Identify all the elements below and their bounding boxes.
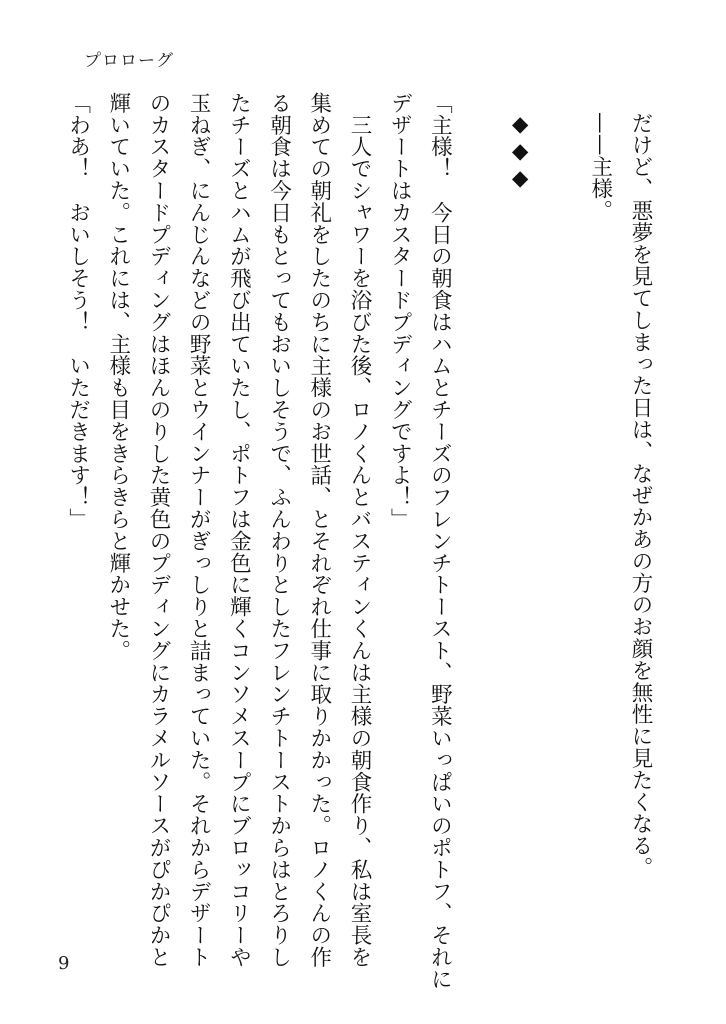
- text-line: 「わあ！ おいしそう！ いただきます！」: [65, 92, 91, 530]
- text-line: 玉ねぎ、にんじんなどの野菜とウインナーがぎっしりと詰まっていた。それからデザート: [186, 92, 212, 968]
- vertical-body-text: [65, 92, 660, 990]
- blank-line: [459, 92, 499, 952]
- text-line: ——主様。: [587, 112, 613, 222]
- text-line: 三人でシャワーを浴びた後、ロノくんとバスティンくんは主様の朝食作り、私は室長を: [346, 92, 372, 968]
- text-line: 「主様！ 今日の朝食はハムとチーズのフレンチトースト、野菜いっぱいのポトフ、それに: [427, 92, 453, 990]
- page-number: 9: [58, 953, 70, 974]
- text-line: デザートはカスタードプディングですよ！」: [387, 92, 413, 530]
- text-line: る朝食は今日もとってもおいしそうで、ふんわりとしたフレンチトーストからはとろりし: [266, 92, 292, 968]
- text-line: たチーズとハムが飛び出ていたし、ポトフは金色に輝くコンソメスープにブロッコリーや: [226, 92, 252, 968]
- text-line: 輝いていた。これには、主様も目をきらきらと輝かせた。: [105, 92, 131, 662]
- text-line: 集めての朝礼をしたのちに主様のお世話、とそれぞれ仕事に取りかかった。ロノくんの作: [306, 92, 332, 968]
- text-line: だけど、悪夢を見てしまった日は、なぜかあの方のお顔を無性に見たくなる。: [628, 112, 653, 879]
- running-header: プロローグ: [84, 51, 174, 71]
- section-separator: ◆◆◆: [507, 112, 533, 193]
- blank-line: [540, 92, 580, 952]
- text-line: のカスタードプディングはほんのりした黄色のプディングにカラメルソースがぴかぴかと: [145, 92, 171, 968]
